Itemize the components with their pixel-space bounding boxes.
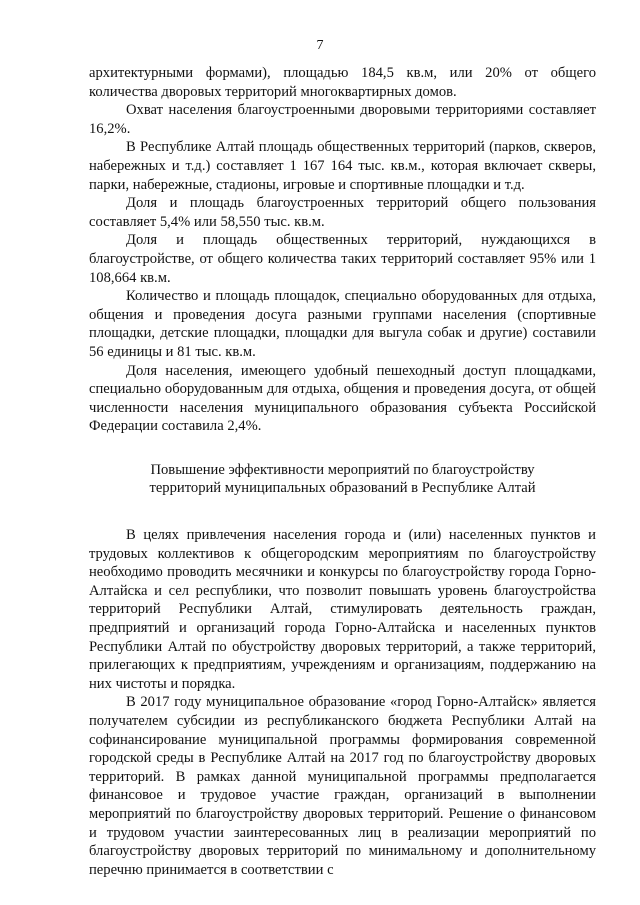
paragraph-share-improved: Доля и площадь благоустроенных территорий общего пользования составляет 5,4% или 58,550 тыс. кв.м. — [89, 195, 596, 230]
paragraph-coverage: Охват населения благоустроенными дворовыми территориями составляет 16,2%. — [89, 102, 596, 137]
paragraph-pedestrian-access: Доля населения, имеющего удобный пешеходный доступ площадками, специально оборудованным для отдыха, общения и проведения досуга, от общей численности населения муниципального образования субъекта Российской Федерации составила 2,4%. — [89, 362, 596, 435]
paragraph-subsidy: В 2017 году муниципальное образование «город Горно-Алтайск» является получателем субсидии из республиканского бюджета Республики Алтай на софинансирование муниципальной программы формирования современной городской среды в Республике Алтай на 2017 год по благоустройству дворовых территорий. В рамках данной муниципальной программы предполагается финансовое и трудовое участие граждан, организаций в выполнении мероприятий по благоустройству дворовых территорий. Решение о финансовом и трудовом участии заинтересованных лиц в реализации мероприятий по благоустройству дворовых территорий по минимальному и дополнительному перечню принимается в соответствии с — [89, 694, 596, 878]
paragraph-continuation: архитектурными формами), площадью 184,5 кв.м, или 20% от общего количества дворовых территорий многоквартирных домов. — [89, 65, 596, 100]
paragraph-public-area: В Республике Алтай площадь общественных территорий (парков, скверов, набережных и т.д.) составляет 1 167 164 тыс. кв.м., которая включает скверы, парки, набережные, стадионы, игровые и спортивные площадки и т.д. — [89, 139, 596, 193]
section-heading-line-2: территорий муниципальных образований в Республике Алтай — [149, 480, 536, 497]
page-number: 7 — [316, 38, 324, 53]
document-body — [89, 64, 596, 879]
section-heading-line-1: Повышение эффективности мероприятий по благоустройству — [150, 461, 535, 478]
section-heading — [89, 461, 596, 498]
paragraph-playgrounds: Количество и площадь площадок, специально оборудованных для отдыха, общения и проведения досуга разными группами населения (спортивные площадки, детские площадки, площадки для выгула собак и другие) составили 56 единицы и 81 тыс. кв.м. — [89, 288, 596, 360]
paragraph-share-needing: Доля и площадь общественных территорий, нуждающихся в благоустройстве, от общего количества таких территорий составляет 95% или 1 108,664 кв.м. — [89, 232, 596, 286]
spacer — [89, 498, 596, 526]
paragraph-engagement: В целях привлечения населения города и (или) населенных пунктов и трудовых коллективов к общегородским мероприятиям по благоустройству необходимо проводить месячники и конкурсы по благоустройству города Горно-Алтайска и сел республики, что позволит повышать уровень благоустройства территорий Республики Алтай, стимулировать деятельность граждан, предприятий и организаций города Горно-Алтайска и населенных пунктов Республики Алтай по обустройству дворовых территорий, а также территорий, прилегающих к предприятиям, учреждениям и организациям, поддержанию на них чистоты и порядка. — [89, 527, 596, 692]
